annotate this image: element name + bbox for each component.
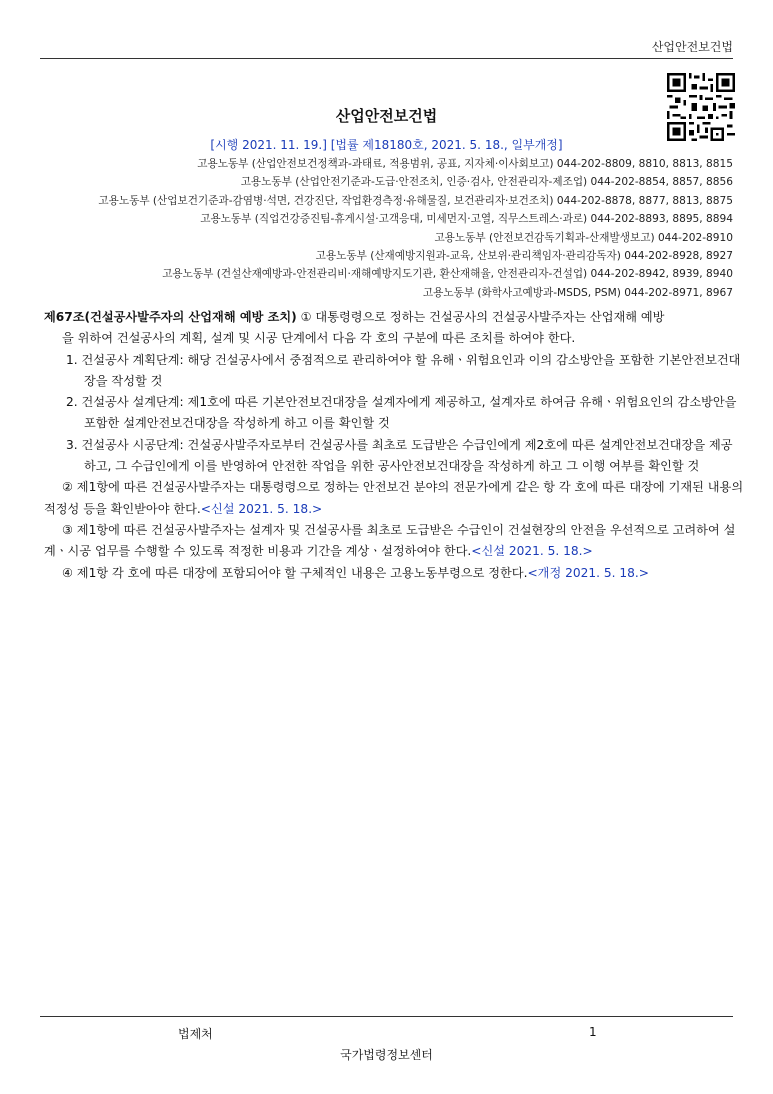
contact-line: 고용노동부 (산재예방지원과-교육, 산보위·관리책임자·관리감독자) 044-202-8928, 8927	[315, 250, 733, 263]
footer-center: 국가법령정보센터	[340, 1048, 433, 1062]
enforcement-info[interactable]: [시행 2021. 11. 19.] [법률 제18180호, 2021. 5. 18., 일부개정]	[210, 138, 563, 152]
amendment-note[interactable]: <신설 2021. 5. 18.>	[471, 544, 593, 559]
paragraph-2-text: ② 제1항에 따른 건설공사발주자는 대통령령으로 정하는 안전보건 분야의 전문가에게 같은 항 각 호에 따른 대장에 기재된 내용의 적정성 등을 확인받아야 한다.	[44, 480, 744, 516]
contact-line: 고용노동부 (건설산재예방과-안전관리비·재해예방지도기관, 환산재해율, 안전관리자-건설업) 044-202-8942, 8939, 8940	[162, 268, 733, 281]
paragraph-4-text: ④ 제1항 각 호에 따른 대장에 포함되어야 할 구체적인 내용은 고용노동부령으로 정한다.	[62, 565, 528, 580]
paragraph-1-first-line: ① 대통령령으로 정하는 건설공사의 건설공사발주자는 산업재해 예방	[296, 310, 665, 324]
contact-line: 고용노동부 (직업건강증진팀-휴게시설·고객응대, 미세먼지·고열, 직무스트레스·과로) 044-202-8893, 8895, 8894	[200, 213, 733, 226]
article-item-1: 1. 건설공사 계획단계: 해당 건설공사에서 중점적으로 관리하여야 할 유해ㆍ위험요인과 이의 감소방안을 포함한 기본안전보건대장을 작성할 것	[66, 352, 741, 388]
contact-line: 고용노동부 (안전보건감독기획과-산재발생보고) 044-202-8910	[434, 231, 733, 244]
document-title: 산업안전보건법	[335, 107, 438, 125]
article-paragraph-2	[44, 477, 744, 520]
page-number: 1	[589, 1025, 597, 1039]
article-item-3: 3. 건설공사 시공단계: 건설공사발주자로부터 건설공사를 최초로 도급받은 수급인에게 제2호에 따른 설계안전보건대장을 제공하고, 그 수급인에게 이를 반영하여 안전한 작업을 위한 공사안전보건대장을 작성하게 하고 그 이행 여부를 확인할 것	[66, 437, 733, 474]
contact-line: 고용노동부 (산업안전보건정책과-과태료, 적용범위, 공표, 지자체·이사회보고) 044-202-8809, 8810, 8813, 8815	[197, 158, 733, 170]
article-67	[44, 307, 744, 584]
article-paragraph-3	[44, 520, 744, 563]
article-heading: 제67조(건설공사발주자의 산업재해 예방 조치)	[44, 310, 297, 324]
contact-line: 고용노동부 (산업보건기준과-감염병·석면, 건강진단, 작업환경측정·유해물질, 보건관리자·보건조치) 044-202-8878, 8877, 8813, 8875	[98, 194, 733, 207]
amendment-note[interactable]: <신설 2021. 5. 18.>	[200, 501, 323, 516]
footer-divider	[40, 1016, 733, 1017]
ministry-contacts	[98, 155, 733, 302]
footer-source: 법제처	[178, 1027, 213, 1041]
paragraph-3-text: ③ 제1항에 따른 건설공사발주자는 설계자 및 건설공사를 최초로 도급받은 수급인이 건설현장의 안전을 우선적으로 고려하여 설계ㆍ시공 업무를 수행할 수 있도록 적정한 비용과 기간을 계상ㆍ설정하여야 한다.	[44, 522, 736, 559]
contact-line: 고용노동부 (산업안전기준과-도급·안전조치, 인증·검사, 안전관리자-제조업) 044-202-8854, 8857, 8856	[240, 176, 733, 189]
running-header: 산업안전보건법	[651, 40, 733, 54]
article-paragraph-4	[44, 563, 744, 584]
amendment-note[interactable]: <개정 2021. 5. 18.>	[527, 565, 649, 580]
contact-line: 고용노동부 (화학사고예방과-MSDS, PSM) 044-202-8971, 8967	[422, 286, 733, 299]
paragraph-1-continuation: 을 위하여 건설공사의 계획, 설계 및 시공 단계에서 다음 각 호의 구분에 따른 조치를 하여야 한다.	[62, 331, 576, 346]
article-item-2: 2. 건설공사 설계단계: 제1호에 따른 기본안전보건대장을 설계자에게 제공하고, 설계자로 하여금 유해ㆍ위험요인의 감소방안을 포함한 설계안전보건대장을 작성하게 하고 이를 확인할 것	[66, 395, 737, 431]
article-paragraph-1	[44, 307, 744, 328]
header-divider	[40, 58, 733, 59]
